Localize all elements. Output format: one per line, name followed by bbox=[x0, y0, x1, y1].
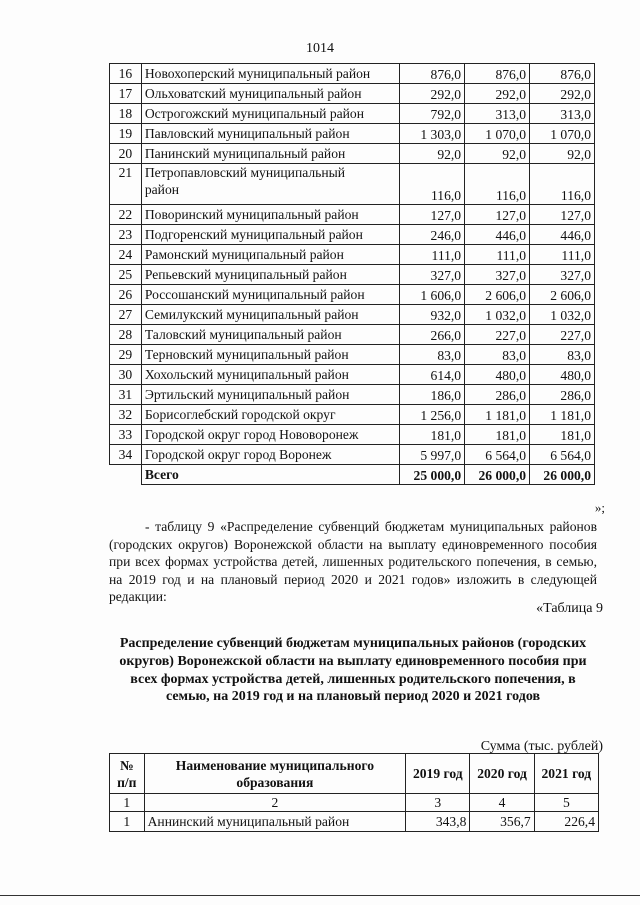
value-2021: 181,0 bbox=[530, 425, 595, 445]
value-2019: 327,0 bbox=[400, 265, 465, 285]
row-name: Репьевский муниципальный район bbox=[141, 265, 399, 285]
row-name: Городской округ город Нововоронеж bbox=[141, 425, 399, 445]
table-row bbox=[110, 64, 595, 84]
value-2021: 127,0 bbox=[530, 205, 595, 225]
row-name: Хохольский муниципальный район bbox=[141, 365, 399, 385]
value-2021: 92,0 bbox=[530, 144, 595, 164]
value-2020: 127,0 bbox=[465, 205, 530, 225]
value-2020: 6 564,0 bbox=[465, 445, 530, 465]
value-2020: 227,0 bbox=[465, 325, 530, 345]
header-2021: 2021 год bbox=[534, 754, 598, 794]
value-2021: 1 181,0 bbox=[530, 405, 595, 425]
value-2020: 876,0 bbox=[465, 64, 530, 84]
row-name: Подгоренский муниципальный район bbox=[141, 225, 399, 245]
row-number: 24 bbox=[110, 245, 142, 265]
row-number: 19 bbox=[110, 124, 142, 144]
table-row bbox=[110, 245, 595, 265]
total-2020: 26 000,0 bbox=[465, 465, 530, 485]
value-2021: 286,0 bbox=[530, 385, 595, 405]
value-2020: 446,0 bbox=[465, 225, 530, 245]
value-2019: 181,0 bbox=[400, 425, 465, 445]
total-2019: 25 000,0 bbox=[400, 465, 465, 485]
row-name: Новохоперский муниципальный район bbox=[141, 64, 399, 84]
value-2019: 83,0 bbox=[400, 345, 465, 365]
value-2020: 286,0 bbox=[465, 385, 530, 405]
value-2020: 327,0 bbox=[465, 265, 530, 285]
value-2019: 111,0 bbox=[400, 245, 465, 265]
row-number: 20 bbox=[110, 144, 142, 164]
table-row bbox=[110, 365, 595, 385]
row-number: 28 bbox=[110, 325, 142, 345]
row-name-line: Петропавловский муниципальный bbox=[144, 165, 346, 180]
value-2019: 1 606,0 bbox=[400, 285, 465, 305]
table-row bbox=[110, 425, 595, 445]
table-row bbox=[110, 405, 595, 425]
table-row bbox=[110, 104, 595, 124]
total-row bbox=[110, 465, 595, 485]
row-number: 33 bbox=[110, 425, 142, 445]
index-cell: 2 bbox=[144, 794, 406, 812]
value-2019: 292,0 bbox=[400, 84, 465, 104]
value-2021: 313,0 bbox=[530, 104, 595, 124]
row-name: Таловский муниципальный район bbox=[141, 325, 399, 345]
value-2019: 127,0 bbox=[400, 205, 465, 225]
row-name: Эртильский муниципальный район bbox=[141, 385, 399, 405]
table-row bbox=[110, 325, 595, 345]
row-number: 31 bbox=[110, 385, 142, 405]
header-number: № п/п bbox=[110, 754, 145, 794]
row-number: 16 bbox=[110, 64, 142, 84]
subsidy-table-9 bbox=[109, 753, 599, 832]
row-number: 18 bbox=[110, 104, 142, 124]
subsidy-table-continued bbox=[109, 63, 595, 485]
row-name: Панинский муниципальный район bbox=[141, 144, 399, 164]
row-name: Россошанский муниципальный район bbox=[141, 285, 399, 305]
value-2019: 343,8 bbox=[406, 812, 470, 832]
value-2020: 1 181,0 bbox=[465, 405, 530, 425]
value-2019: 876,0 bbox=[400, 64, 465, 84]
value-2019: 186,0 bbox=[400, 385, 465, 405]
value-2021: 1 032,0 bbox=[530, 305, 595, 325]
value-2020: 292,0 bbox=[465, 84, 530, 104]
table-row bbox=[110, 205, 595, 225]
row-number: 34 bbox=[110, 445, 142, 465]
table-row bbox=[110, 265, 595, 285]
bottom-rule bbox=[0, 895, 640, 896]
row-number: 27 bbox=[110, 305, 142, 325]
value-2021: 876,0 bbox=[530, 64, 595, 84]
row-name-line: район bbox=[144, 182, 180, 197]
value-2021: 2 606,0 bbox=[530, 285, 595, 305]
value-2020: 1 070,0 bbox=[465, 124, 530, 144]
value-2019: 92,0 bbox=[400, 144, 465, 164]
header-row bbox=[110, 754, 599, 794]
value-2021: 226,4 bbox=[534, 812, 598, 832]
page-number: 1014 bbox=[306, 41, 334, 56]
value-2020: 111,0 bbox=[465, 245, 530, 265]
index-cell: 5 bbox=[534, 794, 598, 812]
table-row bbox=[110, 285, 595, 305]
value-2021: 292,0 bbox=[530, 84, 595, 104]
total-blank-cell bbox=[110, 465, 142, 485]
table-row bbox=[110, 124, 595, 144]
value-2019: 1 256,0 bbox=[400, 405, 465, 425]
value-2020: 1 032,0 bbox=[465, 305, 530, 325]
header-name: Наименование муниципального образования bbox=[144, 754, 406, 794]
value-2020: 356,7 bbox=[470, 812, 534, 832]
value-2020: 181,0 bbox=[465, 425, 530, 445]
row-number: 22 bbox=[110, 205, 142, 225]
amendment-paragraph: - таблицу 9 «Распределение субвенций бюджетам муниципальных районов (городских округов) Воронежской области на выплату единовременного пособия при всех формах устройства детей, лишенных родительского попечения, в семью, на 2019 год и на плановый период 2020 и 2021 годов» изложить в следующей редакции: bbox=[109, 519, 597, 605]
row-name: Ольховатский муниципальный район bbox=[141, 84, 399, 104]
header-2019: 2019 год bbox=[406, 754, 470, 794]
row-name: Поворинский муниципальный район bbox=[141, 205, 399, 225]
row-number: 25 bbox=[110, 265, 142, 285]
value-2019: 116,0 bbox=[400, 164, 465, 205]
total-2021: 26 000,0 bbox=[530, 465, 595, 485]
value-2021: 327,0 bbox=[530, 265, 595, 285]
row-name bbox=[141, 164, 399, 205]
value-2019: 792,0 bbox=[400, 104, 465, 124]
value-2021: 480,0 bbox=[530, 365, 595, 385]
index-cell: 1 bbox=[110, 794, 145, 812]
value-2020: 83,0 bbox=[465, 345, 530, 365]
table-row bbox=[110, 385, 595, 405]
row-name: Острогожский муниципальный район bbox=[141, 104, 399, 124]
row-name: Семилукский муниципальный район bbox=[141, 305, 399, 325]
value-2021: 83,0 bbox=[530, 345, 595, 365]
table-row bbox=[110, 445, 595, 465]
row-number: 29 bbox=[110, 345, 142, 365]
header-2020: 2020 год bbox=[470, 754, 534, 794]
row-number: 32 bbox=[110, 405, 142, 425]
row-number: 1 bbox=[110, 812, 145, 832]
column-index-row bbox=[110, 794, 599, 812]
value-2021: 116,0 bbox=[530, 164, 595, 205]
row-number: 30 bbox=[110, 365, 142, 385]
closing-quote: »; bbox=[594, 500, 605, 515]
value-2019: 614,0 bbox=[400, 365, 465, 385]
table-row bbox=[110, 164, 595, 205]
index-cell: 3 bbox=[406, 794, 470, 812]
row-number: 17 bbox=[110, 84, 142, 104]
table-row bbox=[110, 225, 595, 245]
table-row bbox=[110, 812, 599, 832]
row-name: Борисоглебский городской округ bbox=[141, 405, 399, 425]
table-row bbox=[110, 305, 595, 325]
value-2019: 266,0 bbox=[400, 325, 465, 345]
value-2020: 313,0 bbox=[465, 104, 530, 124]
row-name: Аннинский муниципальный район bbox=[144, 812, 406, 832]
table-row bbox=[110, 84, 595, 104]
value-2021: 446,0 bbox=[530, 225, 595, 245]
row-name: Рамонский муниципальный район bbox=[141, 245, 399, 265]
value-2020: 2 606,0 bbox=[465, 285, 530, 305]
index-cell: 4 bbox=[470, 794, 534, 812]
value-2021: 227,0 bbox=[530, 325, 595, 345]
value-2019: 1 303,0 bbox=[400, 124, 465, 144]
value-2020: 116,0 bbox=[465, 164, 530, 205]
table-heading: Распределение субвенций бюджетам муниципальных районов (городских округов) Воронежской области на выплату единовременного пособия при всех формах устройства детей, лишенных родительского попечения, в семью, на 2019 год и на плановый период 2020 и 2021 годов bbox=[119, 636, 587, 705]
table-row bbox=[110, 345, 595, 365]
row-name: Городской округ город Воронеж bbox=[141, 445, 399, 465]
row-name: Терновский муниципальный район bbox=[141, 345, 399, 365]
row-number: 26 bbox=[110, 285, 142, 305]
table-label: «Таблица 9 bbox=[536, 601, 603, 616]
units-caption: Сумма (тыс. рублей) bbox=[480, 739, 603, 754]
value-2019: 246,0 bbox=[400, 225, 465, 245]
table-row bbox=[110, 144, 595, 164]
value-2021: 6 564,0 bbox=[530, 445, 595, 465]
row-name: Павловский муниципальный район bbox=[141, 124, 399, 144]
row-number: 21 bbox=[110, 164, 142, 205]
value-2020: 480,0 bbox=[465, 365, 530, 385]
value-2019: 5 997,0 bbox=[400, 445, 465, 465]
total-label: Всего bbox=[141, 465, 399, 485]
value-2021: 1 070,0 bbox=[530, 124, 595, 144]
value-2021: 111,0 bbox=[530, 245, 595, 265]
value-2020: 92,0 bbox=[465, 144, 530, 164]
row-number: 23 bbox=[110, 225, 142, 245]
value-2019: 932,0 bbox=[400, 305, 465, 325]
